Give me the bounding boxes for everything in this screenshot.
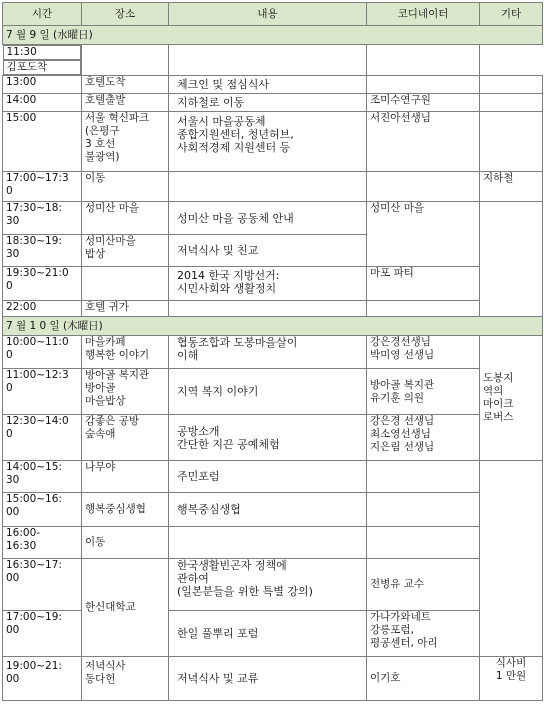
coordinator-cell [169,45,367,76]
place-cell: 성미산마을 밥상 [82,235,169,267]
time-cell: 13:00 [3,76,82,94]
time-cell: 16:30~17: 00 [3,559,82,611]
header-etc: 기타 [480,3,543,26]
coordinator-cell: 서진아선생님 [367,112,480,172]
time-cell: 19:30~21:0 0 [3,267,82,301]
place-cell: 호텔도착 [82,76,169,94]
content-cell: 지역 복지 이야기 [169,369,367,415]
content-cell: 저녁식사 및 교류 [169,657,367,701]
table-row [3,527,543,559]
time-cell: 15:00~16: 00 [3,493,82,527]
place-cell: 호텔출발 [82,94,169,112]
content-cell: 공방소개 간단한 지끈 공예체험 [169,415,367,461]
table-row [3,559,543,611]
time-cell: 22:00 [3,301,82,317]
header-row [3,3,543,26]
etc-cell: 식사비 1 만원 [480,657,543,701]
time-cell: 17:30~18: 30 [3,202,82,235]
content-cell: 저녁식사 및 친교 [169,235,367,267]
place-cell: 이동 [82,527,169,559]
coordinator-cell: 강은경선생님 박미영 선생님 [367,336,480,369]
day2-label: 7 월 1 0 일 (木曜日) [3,317,543,336]
coordinator-cell: 성미산 마을 [367,202,480,267]
coordinator-cell: 방아골 복지관 유기훈 의원 [367,369,480,415]
etc-cell [367,45,480,76]
content-cell [82,45,169,76]
header-coordinator: 코디네이터 [367,3,480,26]
place-cell: 행복중심생협 [82,493,169,527]
day-header-row [3,317,543,336]
time-cell: 15:00 [3,112,82,172]
etc-cell [480,202,543,317]
table-row [3,267,543,301]
coordinator-cell: 강은경 선생님 최소영선생님 지은림 선생님 [367,415,480,461]
table-row [3,172,543,202]
place-cell: 이동 [82,172,169,202]
table-row [3,94,543,112]
table-row [3,415,543,461]
place-cell: 마을카페 행복한 이야기 [82,336,169,369]
place-cell: 방아골 복지관 방아골 마을밥상 [82,369,169,415]
coordinator-cell: 마포 파티 [367,267,480,301]
content-cell: 성미산 마을 공동체 안내 [169,202,367,235]
coordinator-cell [367,461,480,493]
content-cell: 주민포럼 [169,461,367,493]
time-cell: 10:00~11:0 0 [3,336,82,369]
place-cell: 김포도착 [3,60,82,75]
table-row [3,369,543,415]
coordinator-cell [367,527,480,559]
etc-cell [480,112,543,172]
coordinator-cell: 조미수연구원 [367,94,480,112]
content-cell [169,172,367,202]
coordinator-cell [367,493,480,527]
day1-label: 7 월 9 일 (水曜日) [3,26,543,45]
place-cell: 성미산 마을 [82,202,169,235]
table-row [3,45,543,76]
table-row [3,76,543,94]
etc-cell-merged: 도봉지 역의 마이크 로버스 [480,336,543,461]
content-cell [169,301,367,317]
coordinator-cell [367,301,480,317]
place-cell: 서울 혁신파크 (은평구 3 호선 불광역) [82,112,169,172]
content-cell: 서울시 마을공동체 종합지원센터, 청년허브, 사회적경제 지원센터 등 [169,112,367,172]
time-cell: 11:00~12:3 0 [3,369,82,415]
header-place: 장소 [82,3,169,26]
table-row [3,301,543,317]
content-cell: 지하철로 이동 [169,94,367,112]
etc-cell [480,461,543,657]
place-cell: 저녁식사 동다헌 [82,657,169,701]
place-cell: 한신대학교 [82,559,169,657]
header-time: 시간 [3,3,82,26]
content-cell: 한국생활빈곤자 정책에 관하여 (일본분들을 위한 특별 강의) [169,559,367,611]
table-row [3,461,543,493]
place-cell: 호텔 귀가 [82,301,169,317]
table-row [3,657,543,701]
content-cell: 체크인 및 점심식사 [169,76,367,94]
content-cell: 2014 한국 지방선거: 시민사회와 생활정치 [169,267,367,301]
itinerary-table [2,2,543,701]
content-cell [169,527,367,559]
time-cell: 12:30~14:0 0 [3,415,82,461]
time-cell: 19:00~21: 00 [3,657,82,701]
table-row [3,336,543,369]
time-cell: 18:30~19: 30 [3,235,82,267]
table-row [3,112,543,172]
content-cell: 협동조합과 도봉마을살이 이해 [169,336,367,369]
day-header-row [3,26,543,45]
time-cell: 14:00 [3,94,82,112]
coordinator-cell: 가나가와네트 강릉포럼, 평공센터, 아리 [367,611,480,657]
content-cell: 행복중심생협 [169,493,367,527]
coordinator-cell [367,76,480,94]
etc-cell [480,76,543,94]
coordinator-cell: 전병유 교수 [367,559,480,611]
place-cell: 감좋은 공방 숲속애 [82,415,169,461]
etc-cell [480,94,543,112]
time-cell: 16:00- 16:30 [3,527,82,559]
time-cell: 17:00~19: 00 [3,611,82,657]
coordinator-cell [367,172,480,202]
table-row [3,202,543,235]
etc-cell: 지하철 [480,172,543,202]
time-cell: 14:00~15: 30 [3,461,82,493]
place-cell [82,267,169,301]
coordinator-cell: 이기호 [367,657,480,701]
time-cell: 17:00~17:3 0 [3,172,82,202]
time-cell: 11:30 [3,45,82,60]
content-cell: 한일 풀뿌리 포럼 [169,611,367,657]
table-row [3,493,543,527]
place-cell: 나무야 [82,461,169,493]
header-content: 내용 [169,3,367,26]
